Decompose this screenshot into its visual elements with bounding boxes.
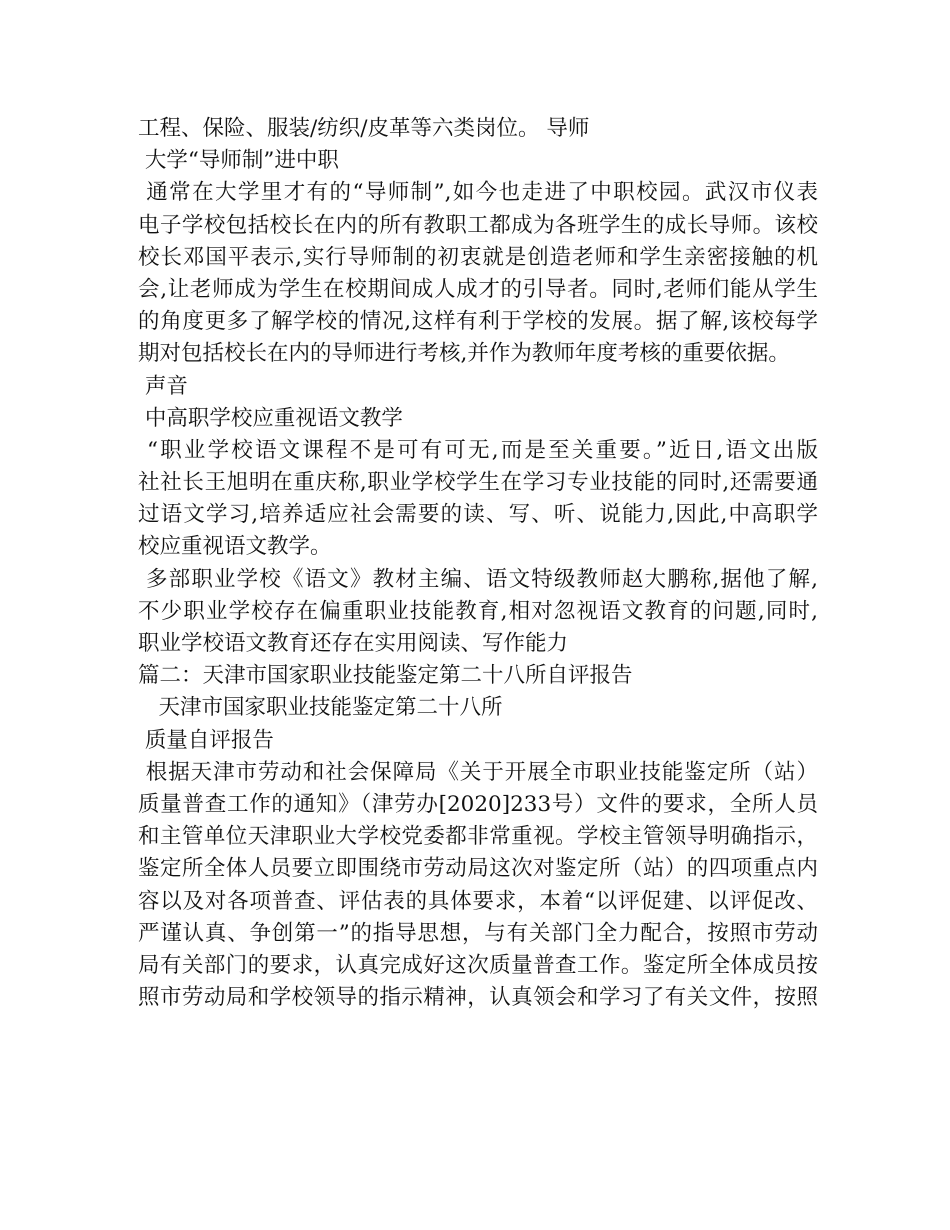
text-line: 的角度更多了解学校的情况,这样有利于学校的发展。据了解,该校每学 xyxy=(138,309,818,335)
text-line: 声音 xyxy=(138,373,188,399)
text-line: 通常在大学里才有的“导师制”,如今也走进了中职校园。武汉市仪表 xyxy=(138,180,818,206)
text-line: 校长邓国平表示,实行导师制的初衷就是创造老师和学生亲密接触的机 xyxy=(138,244,818,270)
text-line: “职业学校语文课程不是可有可无,而是至关重要。”近日,语文出版 xyxy=(138,437,818,463)
text-line: 照市劳动局和学校领导的指示精神，认真领会和学习了有关文件，按照 xyxy=(138,985,818,1011)
section-heading: 篇二：天津市国家职业技能鉴定第二十八所自评报告 xyxy=(138,663,633,689)
text-line: 期对包括校长在内的导师进行考核,并作为教师年度考核的重要依据。 xyxy=(138,341,790,367)
text-line: 过语文学习,培养适应社会需要的读、写、听、说能力,因此,中高职学 xyxy=(138,502,818,528)
text-line: 电子学校包括校长在内的所有教职工都成为各班学生的成长导师。该校 xyxy=(138,212,818,238)
text-line: 职业学校语文教育还存在实用阅读、写作能力 xyxy=(138,631,569,656)
text-line: 会,让老师成为学生在校期间成人成才的引导者。同时,老师们能从学生 xyxy=(138,276,818,302)
text-line: 质量自评报告 xyxy=(138,727,274,753)
text-line: 严谨认真、争创第一”的指导思想，与有关部门全力配合，按照市劳动 xyxy=(138,920,818,946)
text-line: 质量普查工作的通知》（津劳办[2020]233号）文件的要求，全所人员 xyxy=(138,791,818,817)
text-line: 局有关部门的要求，认真完成好这次质量普查工作。鉴定所全体成员按 xyxy=(138,952,818,978)
text-line: 根据天津市劳动和社会保障局《关于开展全市职业技能鉴定所（站） xyxy=(138,759,818,785)
text-line: 和主管单位天津职业大学校党委都非常重视。学校主管领导明确指示， xyxy=(138,824,818,850)
text-line: 社社长王旭明在重庆称,职业学校学生在学习专业技能的同时,还需要通 xyxy=(138,470,818,496)
document-body xyxy=(138,113,818,1014)
text-line: 不少职业学校存在偏重职业技能教育,相对忽视语文教育的问题,同时, xyxy=(138,598,818,624)
text-line: 鉴定所全体人员要立即围绕市劳动局这次对鉴定所（站）的四项重点内 xyxy=(138,856,818,882)
text-line: 天津市国家职业技能鉴定第二十八所 xyxy=(138,695,503,721)
text-line: 中高职学校应重视语文教学 xyxy=(138,405,403,431)
text-line: 容以及对各项普查、评估表的具体要求，本着“以评促建、以评促改、 xyxy=(138,888,818,914)
text-line: 校应重视语文教学。 xyxy=(138,534,332,560)
text-line: 大学“导师制”进中职 xyxy=(138,148,339,174)
text-line: 多部职业学校《语文》教材主编、语文特级教师赵大鹏称,据他了解, xyxy=(138,566,818,592)
text-line: 工程、保险、服装/纺织/皮革等六类岗位。 导师 xyxy=(138,116,590,141)
